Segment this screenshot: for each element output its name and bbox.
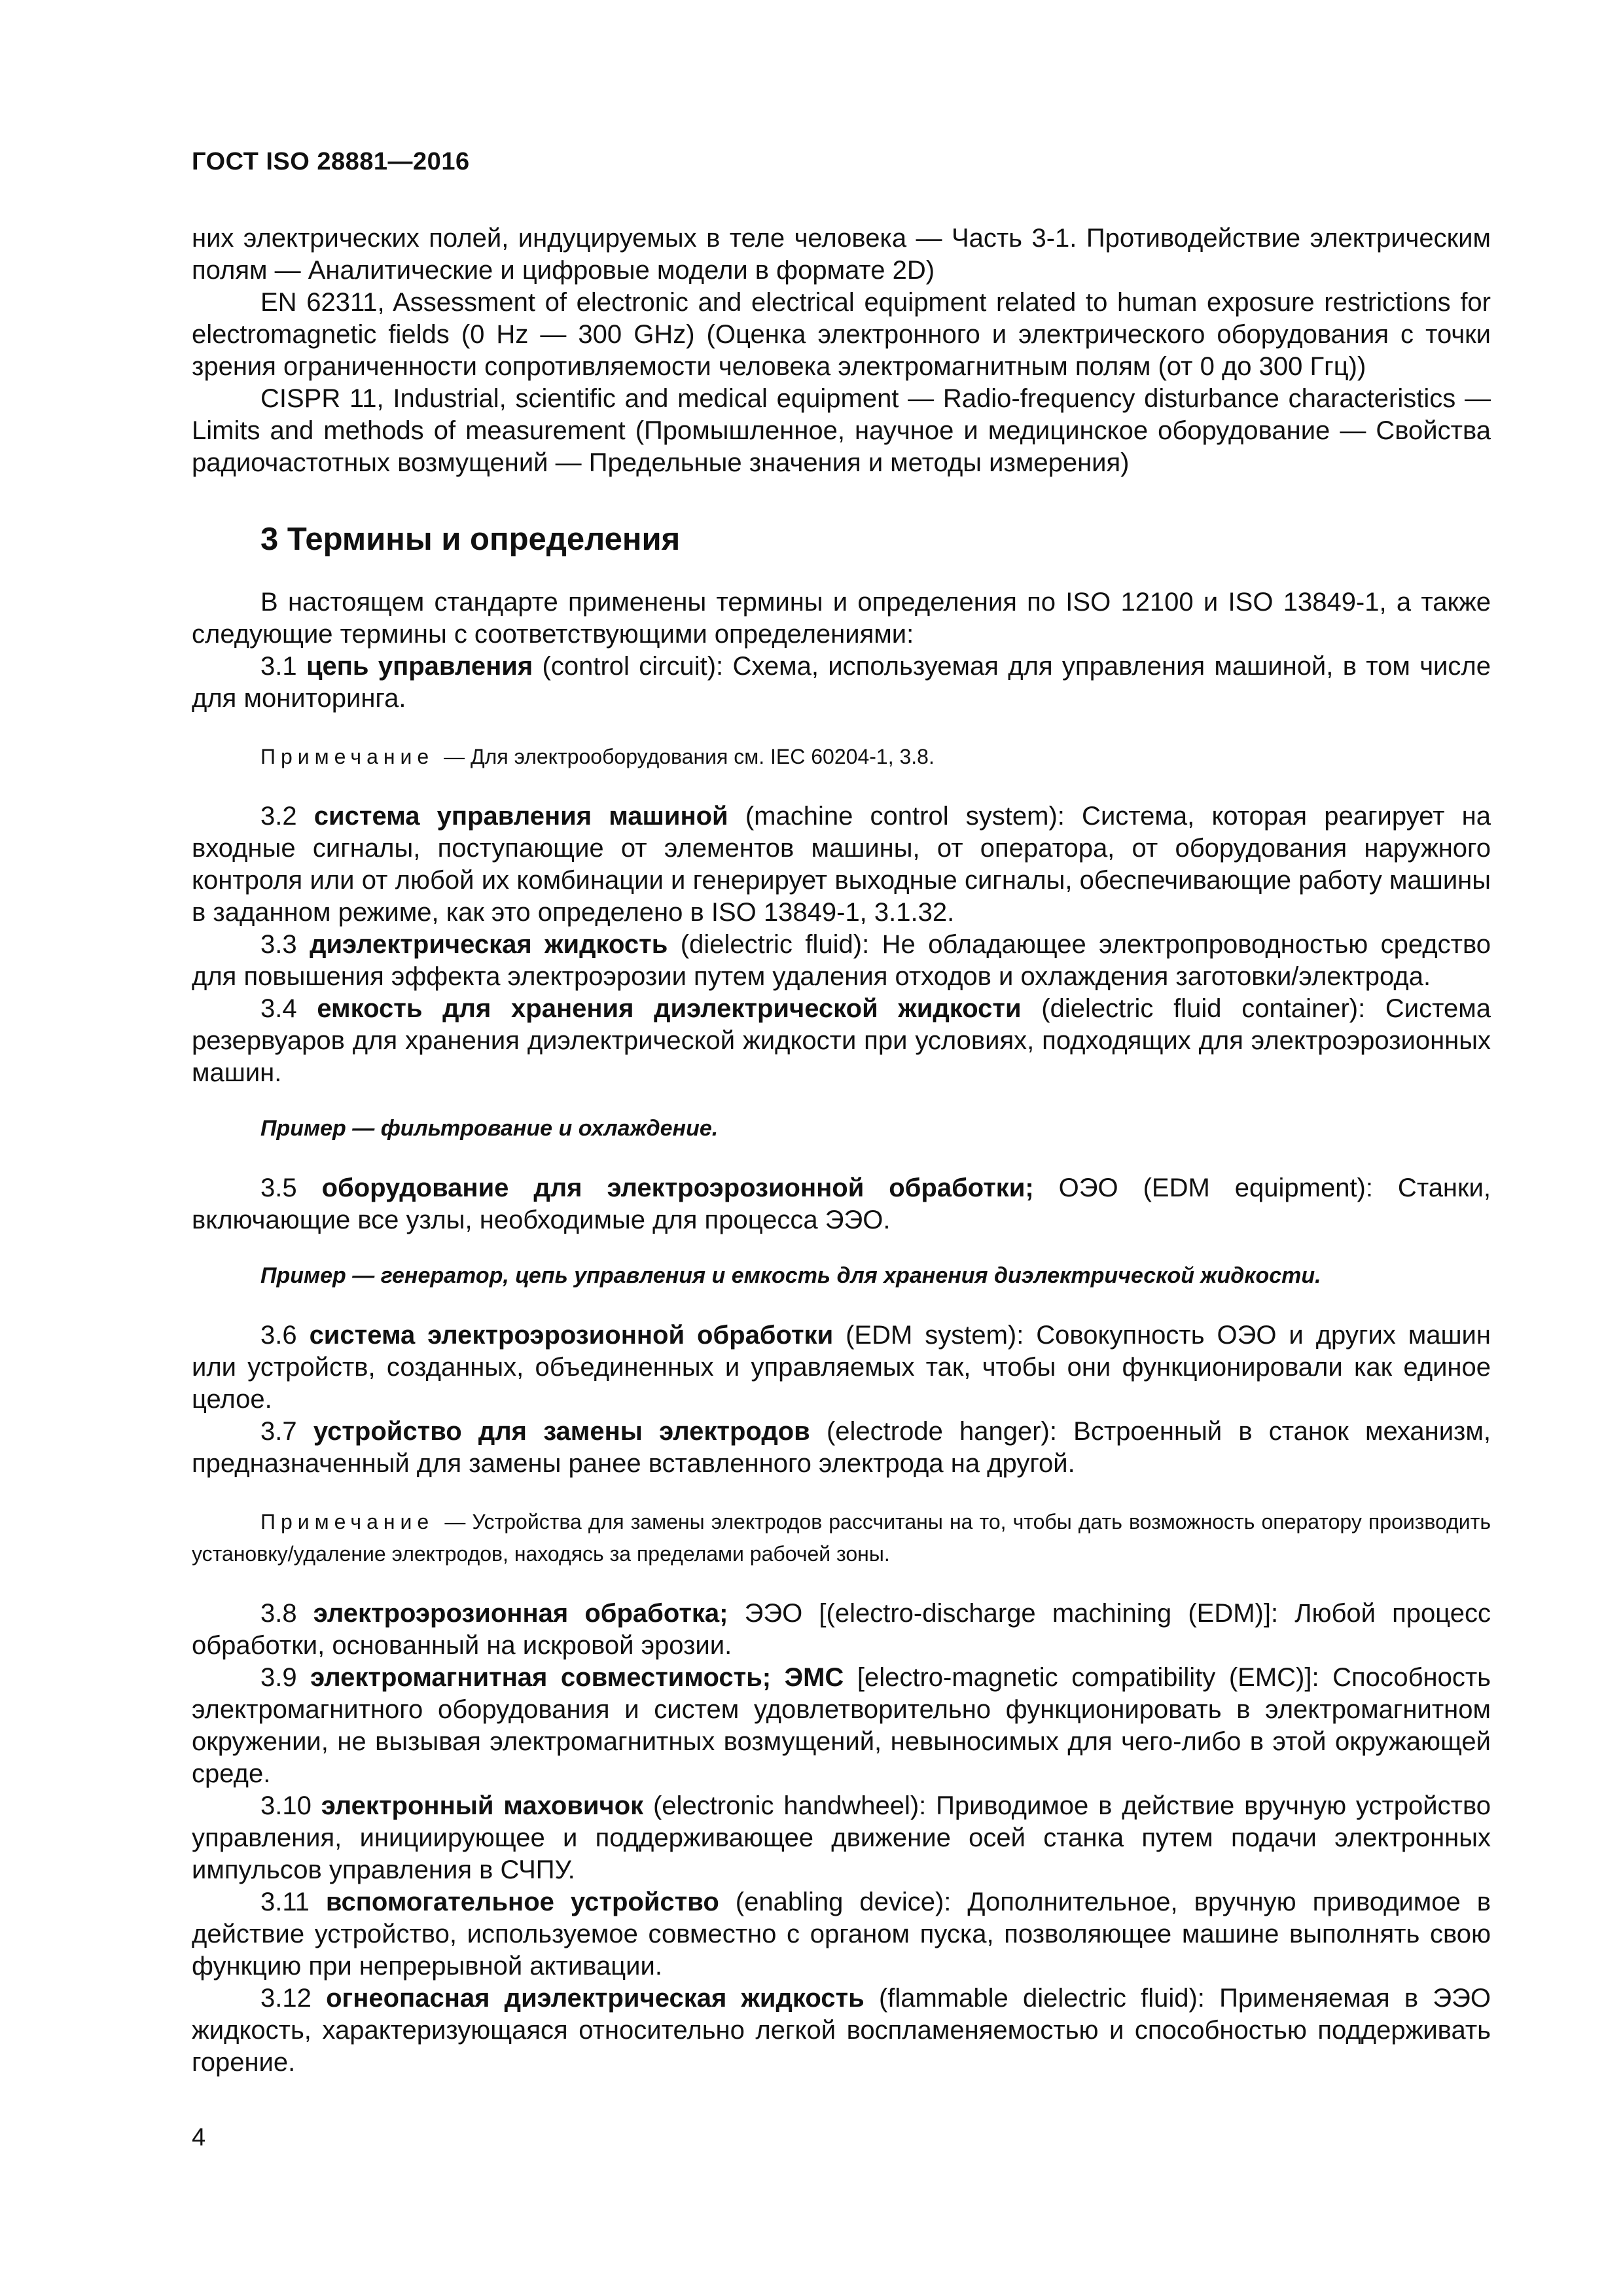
term-3-11 [192, 1886, 1491, 1982]
term-number: 3.9 [260, 1663, 297, 1692]
term-number: 3.8 [260, 1599, 297, 1628]
term-number: 3.12 [260, 1984, 312, 2013]
term-3-8 [192, 1598, 1491, 1662]
term-3-1 [192, 651, 1491, 715]
note-label: Примечание [260, 1510, 435, 1534]
term-3-12 [192, 1982, 1491, 2079]
term-definition: (flammable dielectric fluid): Применяемая в ЭЭО жидкость, характеризующаяся относительно легкой воспламеняемостью и способностью поддерживать горение. [192, 1984, 1491, 2077]
term-number: 3.5 [260, 1174, 297, 1202]
term-name: диэлектрическая жидкость [310, 930, 668, 959]
document-header: ГОСТ ISO 28881—2016 [192, 148, 470, 175]
term-name: электронный маховичок [321, 1791, 644, 1820]
page-number: 4 [192, 2124, 206, 2151]
term-number: 3.10 [260, 1791, 312, 1820]
example-3-5: Пример — генератор, цепь управления и емкость для хранения диэлектрической жидкости. [260, 1263, 1321, 1288]
term-definition: [electro-magnetic compatibility (EMC)]: Способность электромагнитного оборудования и систем удовлетворительно функционировать в электромагнитном окружении, не вызывая электромагнитных возмущений, невыносимых для чего-либо в этой окружающей среде. [192, 1663, 1491, 1788]
reference-continuation: них электрических полей, индуцируемых в теле человека — Часть 3-1. Противодействие электрическим полям — Аналитические и цифровые модели в формате 2D) [192, 224, 1491, 285]
term-name: устройство для замены электродов [313, 1417, 810, 1446]
term-3-2 [192, 800, 1491, 929]
term-number: 3.2 [260, 802, 297, 831]
term-number: 3.1 [260, 652, 297, 681]
note-3-7 [192, 1506, 1491, 1570]
term-definition: (electronic handwheel): Приводимое в действие вручную устройство управления, инициирующее и поддерживающее движение осей станка путем подачи электронных импульсов управления в СЧПУ. [192, 1791, 1491, 1884]
term-name: цепь управления [306, 652, 533, 681]
term-name: электромагнитная совместимость; ЭМС [310, 1663, 844, 1692]
term-definition: ОЭО (EDM equipment): Станки, включающие все узлы, необходимые для процесса ЭЭО. [192, 1174, 1491, 1234]
section-intro: В настоящем стандарте применены термины и определения по ISO 12100 и ISO 13849-1, а также следующие термины с соответствующими определениями: [192, 588, 1491, 649]
term-3-5 [192, 1172, 1491, 1236]
note-text: — Для электрооборудования см. IEC 60204-1, 3.8. [438, 745, 935, 768]
example-3-4: Пример — фильтрование и охлаждение. [260, 1116, 719, 1141]
term-definition: (enabling device): Дополнительное, вручную приводимое в действие устройство, используемое совместно с органом пуска, позволяющее машине выполнять свою функцию при непрерывной активации. [192, 1888, 1491, 1981]
page-body [192, 223, 1491, 2079]
term-name: емкость для хранения диэлектрической жидкости [317, 994, 1022, 1023]
term-number: 3.3 [260, 930, 297, 959]
term-number: 3.11 [260, 1888, 310, 1916]
term-3-4 [192, 993, 1491, 1089]
term-3-7 [192, 1416, 1491, 1480]
term-name: огнеопасная диэлектрическая жидкость [326, 1984, 865, 2013]
note-label: Примечание [260, 745, 435, 768]
term-name: система управления машиной [313, 802, 728, 831]
reference-en-62311: EN 62311, Assessment of electronic and electrical equipment related to human exposure restrictions for electromagnetic fields (0 Hz — 300 GHz) (Оценка электронного и электрического оборудования с точки зрения ограниченности сопротивляемости человека электромагнитным полям (от 0 до 300 Ггц)) [192, 288, 1491, 381]
term-number: 3.6 [260, 1321, 297, 1350]
term-name: оборудование для электроэрозионной обработки; [321, 1174, 1034, 1202]
term-definition: (electrode hanger): Встроенный в станок механизм, предназначенный для замены ранее вставленного электрода на другой. [192, 1417, 1491, 1478]
term-3-3 [192, 929, 1491, 993]
term-definition: (control circuit): Схема, используемая для управления машиной, в том числе для мониторинга. [192, 652, 1491, 713]
term-definition: (dielectric fluid): Не обладающее электропроводностью средство для повышения эффекта электроэрозии путем удаления отходов и охлаждения заготовки/электрода. [192, 930, 1491, 991]
term-3-6 [192, 1319, 1491, 1416]
term-3-9 [192, 1662, 1491, 1790]
note-3-1 [192, 741, 1491, 773]
term-definition: (dielectric fluid container): Система резервуаров для хранения диэлектрической жидкости при условиях, подходящих для электроэрозионных машин. [192, 994, 1491, 1087]
section-title: 3 Термины и определения [260, 522, 681, 557]
term-definition: (machine control system): Система, которая реагирует на входные сигналы, поступающие от элементов машины, от оператора, от оборудования наружного контроля или от любой их комбинации и генерирует выходные сигналы, обеспечивающие работу машины в заданном режиме, как это определено в ISO 13849-1, 3.1.32. [192, 802, 1491, 927]
term-number: 3.7 [260, 1417, 297, 1446]
term-name: вспомогательное устройство [325, 1888, 719, 1916]
reference-cispr-11: CISPR 11, Industrial, scientific and medical equipment — Radio-frequency disturbance characteristics — Limits and methods of measurement (Промышленное, научное и медицинское оборудование — Свойства радиочастотных возмущений — Предельные значения и методы измерения) [192, 384, 1491, 477]
term-name: электроэрозионная обработка; [313, 1599, 728, 1628]
note-text: — Устройства для замены электродов рассчитаны на то, чтобы дать возможность оператору производить установку/удаление электродов, находясь за пределами рабочей зоны. [192, 1510, 1491, 1566]
term-name: система электроэрозионной обработки [309, 1321, 834, 1350]
term-definition: ЭЭО [(electro-discharge machining (EDM)]: Любой процесс обработки, основанный на искровой эрозии. [192, 1599, 1491, 1660]
term-3-10 [192, 1790, 1491, 1886]
term-number: 3.4 [260, 994, 297, 1023]
term-definition: (EDM system): Совокупность ОЭО и других машин или устройств, созданных, объединенных и управляемых так, чтобы они функционировали как единое целое. [192, 1321, 1491, 1414]
